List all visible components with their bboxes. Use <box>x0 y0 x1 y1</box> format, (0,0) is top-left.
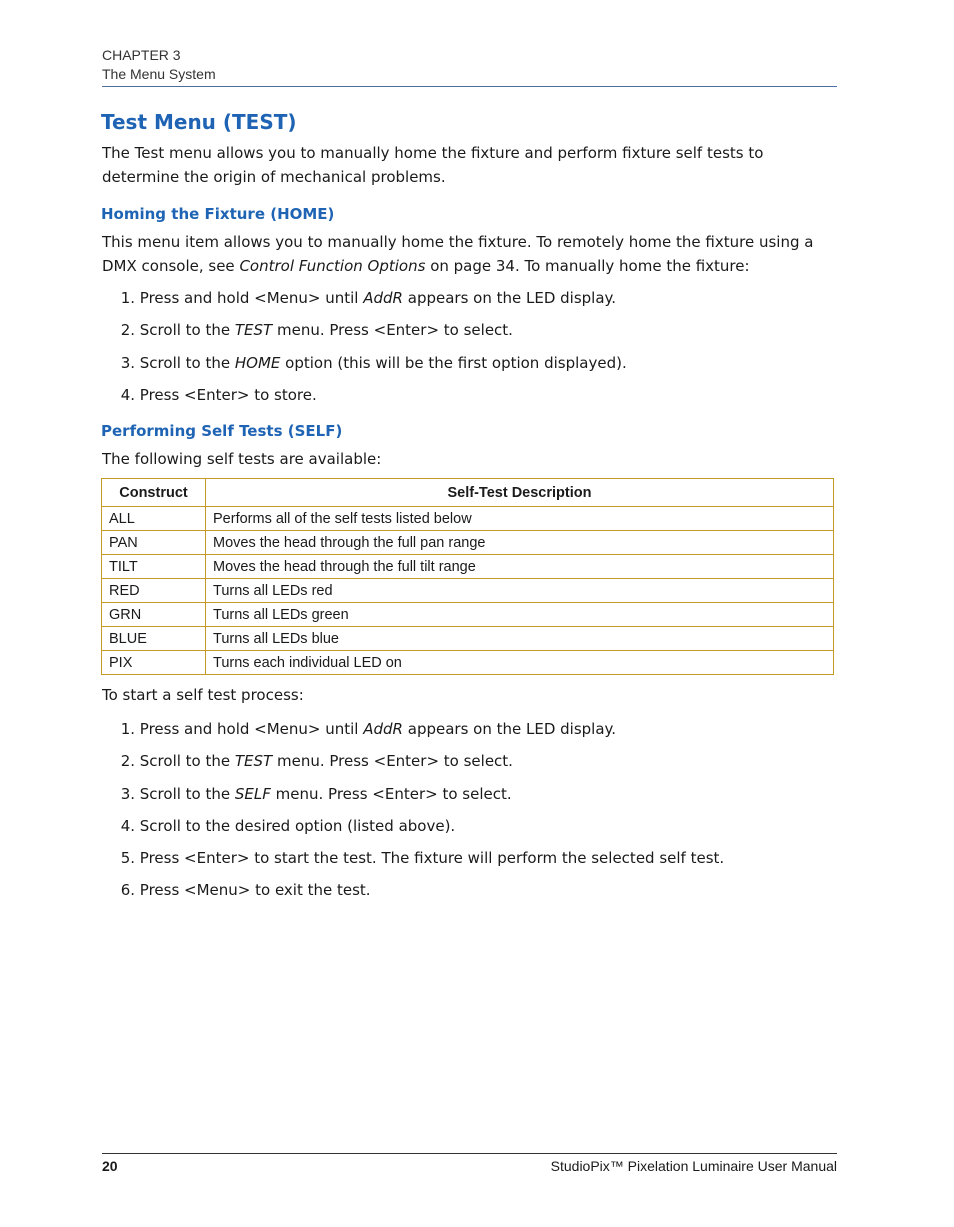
page-footer <box>102 1153 837 1174</box>
homing-paragraph <box>102 230 842 278</box>
homing-steps <box>102 288 842 417</box>
list-item: 4. Scroll to the desired option (listed above). <box>120 816 456 835</box>
list-item: 3. Scroll to the HOME option (this will be the first option displayed). <box>120 353 627 372</box>
intro-paragraph: The Test menu allows you to manually home the fixture and perform fixture self tests to determine the origin of mechanical problems. <box>102 144 764 186</box>
start-self-test-lead: To start a self test process: <box>102 686 304 704</box>
homing-text-b: on page 34. To manually home the fixture: <box>425 257 750 275</box>
list-item: 6. Press <Menu> to exit the test. <box>120 881 371 900</box>
column-header-description: Self-Test Description <box>206 479 834 507</box>
manual-title: StudioPix™ Pixelation Luminaire User Manual <box>550 1158 837 1174</box>
homing-heading: Homing the Fixture (HOME) <box>101 205 335 223</box>
table-row: PAN Moves the head through the full pan range <box>102 531 834 555</box>
chapter-label: CHAPTER 3 <box>102 47 181 63</box>
list-item: 2. Scroll to the TEST menu. Press <Enter> to select. <box>120 752 513 771</box>
list-item: 5. Press <Enter> to start the test. The fixture will perform the selected self test. <box>120 849 725 868</box>
list-item: 1. Press and hold <Menu> until AddR appears on the LED display. <box>120 289 617 307</box>
page-number: 20 <box>102 1158 118 1174</box>
self-test-steps <box>102 719 842 913</box>
column-header-construct: Construct <box>102 479 206 507</box>
list-item: 2. Scroll to the TEST menu. Press <Enter> to select. <box>120 321 513 340</box>
table-header-row <box>102 479 834 507</box>
list-item: 3. Scroll to the SELF menu. Press <Enter> to select. <box>120 784 512 803</box>
table-row: PIX Turns each individual LED on <box>102 651 834 675</box>
table-row: ALL Performs all of the self tests listed below <box>102 507 834 531</box>
section-label: The Menu System <box>102 66 216 82</box>
list-item: 1. Press and hold <Menu> until AddR appears on the LED display. <box>120 720 617 738</box>
table-row: TILT Moves the head through the full tilt range <box>102 555 834 579</box>
self-test-lead: The following self tests are available: <box>102 450 382 468</box>
homing-text-a: This menu item allows you to manually home the fixture. To remotely home the fixture using a DMX console, see <box>102 233 814 275</box>
control-function-options-ref: Control Function Options <box>239 257 426 275</box>
table-row: RED Turns all LEDs red <box>102 579 834 603</box>
self-test-heading: Performing Self Tests (SELF) <box>101 422 343 440</box>
table-row: BLUE Turns all LEDs blue <box>102 627 834 651</box>
list-item: 4. Press <Enter> to store. <box>120 385 317 404</box>
page-header <box>102 46 837 87</box>
page-title: Test Menu (TEST) <box>101 110 297 134</box>
self-test-table <box>101 478 834 675</box>
table-row: GRN Turns all LEDs green <box>102 603 834 627</box>
